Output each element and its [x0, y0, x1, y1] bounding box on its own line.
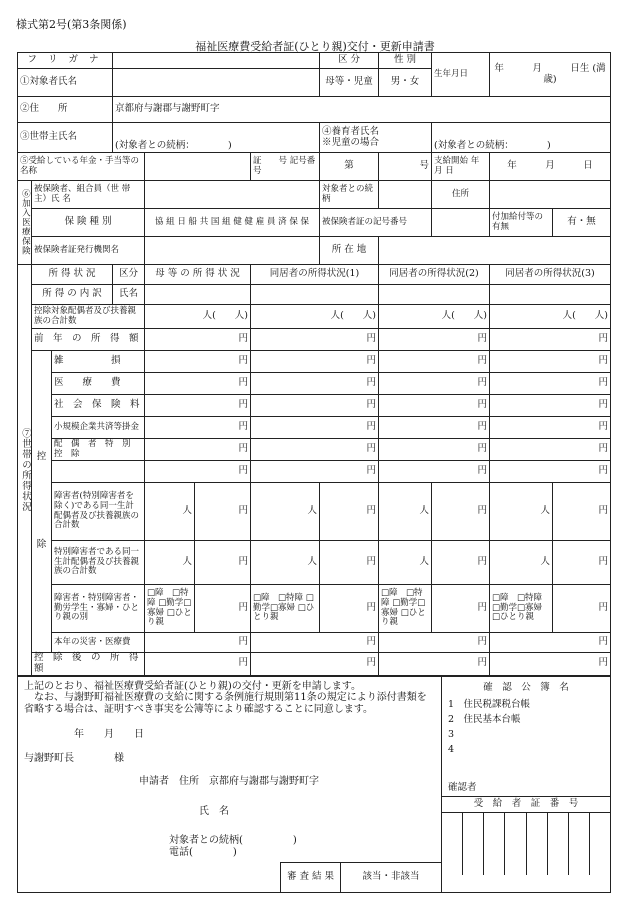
applicant-phone[interactable]: 電話( )	[169, 846, 237, 858]
insured-name-input[interactable]	[145, 181, 320, 209]
prev-income-co3[interactable]: 円	[490, 329, 611, 351]
social-co2[interactable]: 円	[379, 395, 490, 417]
medical-co1[interactable]: 円	[251, 373, 379, 395]
applicant-address[interactable]: 申請者 住所 京都府与謝郡与謝野町字	[139, 776, 319, 788]
review-label: 審 査 結 果	[281, 863, 341, 893]
disabled-mother-yen[interactable]: 円	[195, 483, 251, 541]
special-disabled-label: 特別障害者である同一生計配偶者及び扶養親族の合計数	[52, 541, 145, 585]
insurance-section-label: ⑥加入医療保険	[18, 181, 32, 265]
categories-co3-yen[interactable]: 円	[553, 585, 611, 633]
application-form	[17, 52, 625, 893]
guardian-relation[interactable]: (対象者との続柄： )	[432, 123, 611, 153]
after-mother[interactable]: 円	[145, 653, 251, 676]
insurance-types[interactable]: 協 組 日 船 共 国 組 健 健 雇 員 済 保 保	[145, 209, 320, 237]
main-table	[17, 52, 625, 676]
prev-income-mother[interactable]: 円	[145, 329, 251, 351]
confirmer-label: 確認者	[448, 782, 477, 794]
smallbiz-mother[interactable]: 円	[145, 417, 251, 439]
cert-number-label: 受 給 者 証 番 号	[442, 796, 610, 812]
guardian-label-text: ④養育者氏名	[322, 125, 380, 137]
declaration-date[interactable]: 年 月 日	[74, 729, 144, 741]
smallbiz-co3[interactable]: 円	[490, 417, 611, 439]
declaration-table	[17, 676, 611, 894]
categories-mother-checks[interactable]: □障 □特障 □勤学□寡婦 □ひとり親	[145, 585, 195, 633]
medical-co3[interactable]: 円	[490, 373, 611, 395]
pension-cert-label: 証 号 記号番号	[251, 153, 320, 181]
declaration-block	[18, 676, 442, 863]
kubun-label: 区分	[113, 265, 145, 285]
special-co3-count[interactable]: 人	[490, 541, 553, 585]
deduction-label	[32, 351, 52, 653]
disaster-mother[interactable]: 円	[145, 633, 251, 653]
applicant-name[interactable]: 氏 名	[199, 805, 229, 817]
col-cohabitant-3: 同居者の所得状況(3)	[490, 265, 611, 285]
disaster-co1[interactable]: 円	[251, 633, 379, 653]
declaration-line2: なお、与謝野町福祉医療費の支給に関する条例施行規則第11条の規定により添付書類を省略する場合は、証明すべき事実を公簿等により確認することに同意します。	[24, 692, 427, 715]
insured-number-input[interactable]	[432, 209, 490, 237]
disabled-co2-count[interactable]: 人	[379, 483, 432, 541]
birth-label: 生年月日	[432, 53, 490, 97]
sex-value[interactable]: 男・女	[379, 69, 432, 97]
confirm-item-3[interactable]: 3	[448, 728, 455, 740]
insured-number-label: 被保険者証の記号番号	[320, 209, 432, 237]
special-mother-yen[interactable]: 円	[195, 541, 251, 585]
dependents-co3[interactable]: 人( 人)	[490, 305, 611, 329]
smallbiz-co1[interactable]: 円	[251, 417, 379, 439]
pension-name-input[interactable]	[145, 153, 251, 181]
pension-start-value[interactable]: 年 月 日	[490, 153, 611, 181]
col-cohabitant-2: 同居者の所得状況(2)	[379, 265, 490, 285]
dependents-label: 控除対象配偶者及び扶養親族の合計数	[32, 305, 145, 329]
name-input[interactable]	[113, 69, 320, 97]
pension-label: ⑤受給している年金・手当等の名称	[18, 153, 145, 181]
confirm-item-2[interactable]: 2 住民基本台帳	[448, 713, 521, 725]
deduction-label-ko: 控	[36, 451, 47, 463]
blank-cell	[18, 863, 281, 893]
address-value[interactable]: 京都府与謝郡与謝野町字	[113, 97, 611, 123]
smallbiz-label: 小規模企業共済等掛金	[52, 417, 145, 439]
extra-benefit-value[interactable]: 有・無	[553, 209, 611, 237]
blank-co3[interactable]: 円	[490, 461, 611, 483]
social-insurance-label: 社 会 保 険 料	[52, 395, 145, 417]
disabled-label: 障害者(特別障害者を除く)である同一生計配偶者及び扶養親族の合計数	[52, 483, 145, 541]
blank-co1[interactable]: 円	[251, 461, 379, 483]
disaster-co2[interactable]: 円	[379, 633, 490, 653]
special-co1-count[interactable]: 人	[251, 541, 320, 585]
disaster-co3[interactable]: 円	[490, 633, 611, 653]
form-number: 様式第2号(第3条関係)	[16, 18, 127, 31]
col-cohabitant-1: 同居者の所得状況(1)	[251, 265, 379, 285]
mayor-line: 与謝野町長 様	[24, 752, 124, 764]
pension-start-label: 支給開始 年 月 日	[432, 153, 490, 181]
pension-dai: 第	[320, 153, 379, 181]
blank-deduction-label	[52, 461, 145, 483]
misc-loss-label: 雑 損	[52, 351, 145, 373]
issuer-label: 被保険者証発行機関名	[32, 237, 145, 265]
categories-co1-checks[interactable]: □障 □特障 □勤学□寡婦 □ひとり親	[251, 585, 320, 633]
misc-loss-co1[interactable]: 円	[251, 351, 379, 373]
income-section-label: ⑦世帯の所得状況	[18, 265, 32, 676]
spouse-deduction-label: 配 偶 者 特 別 控 除	[52, 439, 145, 461]
spouse-mother[interactable]: 円	[145, 439, 251, 461]
mother-name[interactable]	[145, 285, 251, 305]
prev-income-co1[interactable]: 円	[251, 329, 379, 351]
after-co2[interactable]: 円	[379, 653, 490, 676]
furigana-label: フ リ ガ ナ	[18, 53, 113, 69]
confirm-item-1[interactable]: 1 住民税課税台帳	[448, 698, 531, 710]
disaster-label: 本年の災害・医療費	[52, 633, 145, 653]
disabled-co1-yen[interactable]: 円	[320, 483, 379, 541]
applicant-relation[interactable]: 対象者との続柄( )	[169, 835, 297, 847]
categories-co2-checks[interactable]: □障 □特障 □勤学□寡婦 □ひとり親	[379, 585, 432, 633]
dependents-co1[interactable]: 人( 人)	[251, 305, 379, 329]
spouse-co3[interactable]: 円	[490, 439, 611, 461]
co2-name[interactable]	[379, 285, 490, 305]
deduction-label-jo: 除	[36, 538, 47, 550]
confirm-block	[442, 676, 611, 893]
review-value[interactable]: 該当・非該当	[341, 863, 442, 893]
special-co1-yen[interactable]: 円	[320, 541, 379, 585]
dependents-mother[interactable]: 人( 人)	[145, 305, 251, 329]
householder-relation[interactable]: (対象者との続柄： )	[113, 123, 320, 153]
special-co2-count[interactable]: 人	[379, 541, 432, 585]
medical-co2[interactable]: 円	[379, 373, 490, 395]
furigana-input[interactable]	[113, 53, 320, 69]
after-co3[interactable]: 円	[490, 653, 611, 676]
disabled-co3-count[interactable]: 人	[490, 483, 553, 541]
social-mother[interactable]: 円	[145, 395, 251, 417]
confirm-title: 確 認 公 簿 名	[483, 681, 569, 693]
guardian-label	[320, 123, 432, 153]
categories-co3-checks[interactable]: □障 □特障 □勤学□寡婦 □ひとり親	[490, 585, 553, 633]
col-mother: 母 等 の 所 得 状 況	[145, 265, 251, 285]
special-co3-yen[interactable]: 円	[553, 541, 611, 585]
confirm-item-4[interactable]: 4	[448, 743, 455, 755]
misc-loss-co3[interactable]: 円	[490, 351, 611, 373]
medical-mother[interactable]: 円	[145, 373, 251, 395]
smallbiz-co2[interactable]: 円	[379, 417, 490, 439]
birth-value[interactable]: 年 月 日生 (満 歳)	[490, 53, 611, 97]
prev-income-label: 前 年 の 所 得 額	[32, 329, 145, 351]
categories-co2-yen[interactable]: 円	[432, 585, 490, 633]
category-label: 区 分	[320, 53, 379, 69]
guardian-note: ※児童の場合	[322, 136, 380, 148]
declaration-line1: 上記のとおり、福祉医療費受給者証(ひとり親)の交付・更新を申請します。	[24, 680, 362, 692]
categories-mother-yen[interactable]: 円	[195, 585, 251, 633]
name-label: ①対象者氏名	[18, 69, 113, 97]
blank-co2[interactable]: 円	[379, 461, 490, 483]
spouse-co2[interactable]: 円	[379, 439, 490, 461]
social-co3[interactable]: 円	[490, 395, 611, 417]
co3-name[interactable]	[490, 285, 611, 305]
location-label: 所 在 地	[320, 237, 379, 265]
dependents-co2[interactable]: 人( 人)	[379, 305, 490, 329]
extra-benefit-label: 付加給付等の有無	[490, 209, 553, 237]
after-deduction-label: 控 除 後 の 所 得 額	[32, 653, 145, 676]
special-co2-yen[interactable]: 円	[432, 541, 490, 585]
co1-name[interactable]	[251, 285, 379, 305]
categories-label: 障害者・特別障害者・勤労学生・寡婦・ひとり親の別	[52, 585, 145, 633]
sex-label: 性 別	[379, 53, 432, 69]
category-value[interactable]: 母等・児童	[320, 69, 379, 97]
disabled-mother-count[interactable]: 人	[145, 483, 195, 541]
insured-relation-label: 対象者との続 柄	[320, 181, 379, 209]
medical-label: 医 療 費	[52, 373, 145, 395]
insured-address-input[interactable]	[490, 181, 611, 209]
categories-co1-yen[interactable]: 円	[320, 585, 379, 633]
after-co1[interactable]: 円	[251, 653, 379, 676]
blank-mother[interactable]: 円	[145, 461, 251, 483]
spouse-co1[interactable]: 円	[251, 439, 379, 461]
income-status-label: 所 得 状 況	[32, 265, 113, 285]
disabled-co2-yen[interactable]: 円	[432, 483, 490, 541]
insurance-type-label: 保 険 種 別	[32, 209, 145, 237]
address-label: ②住 所	[18, 97, 113, 123]
cert-number-boxes[interactable]	[442, 812, 610, 875]
householder-label: ③世帯主氏名	[18, 123, 113, 153]
shimei-label: 氏名	[113, 285, 145, 305]
disabled-co3-yen[interactable]: 円	[553, 483, 611, 541]
misc-loss-co2[interactable]: 円	[379, 351, 490, 373]
social-co1[interactable]: 円	[251, 395, 379, 417]
form-title: 福祉医療費受給者証(ひとり親)交付・更新申請書	[195, 40, 435, 53]
insured-name-label: 被保険者、組合員（世 帯 主）氏 名	[32, 181, 145, 209]
prev-income-co2[interactable]: 円	[379, 329, 490, 351]
special-mother-count[interactable]: 人	[145, 541, 195, 585]
issuer-input[interactable]	[145, 237, 320, 265]
breakdown-label: 所 得 の 内 訳	[32, 285, 113, 305]
misc-loss-mother[interactable]: 円	[145, 351, 251, 373]
disabled-co1-count[interactable]: 人	[251, 483, 320, 541]
pension-go: 号	[379, 153, 432, 181]
location-input[interactable]	[379, 237, 611, 265]
insured-address-label: 住所	[432, 181, 490, 209]
